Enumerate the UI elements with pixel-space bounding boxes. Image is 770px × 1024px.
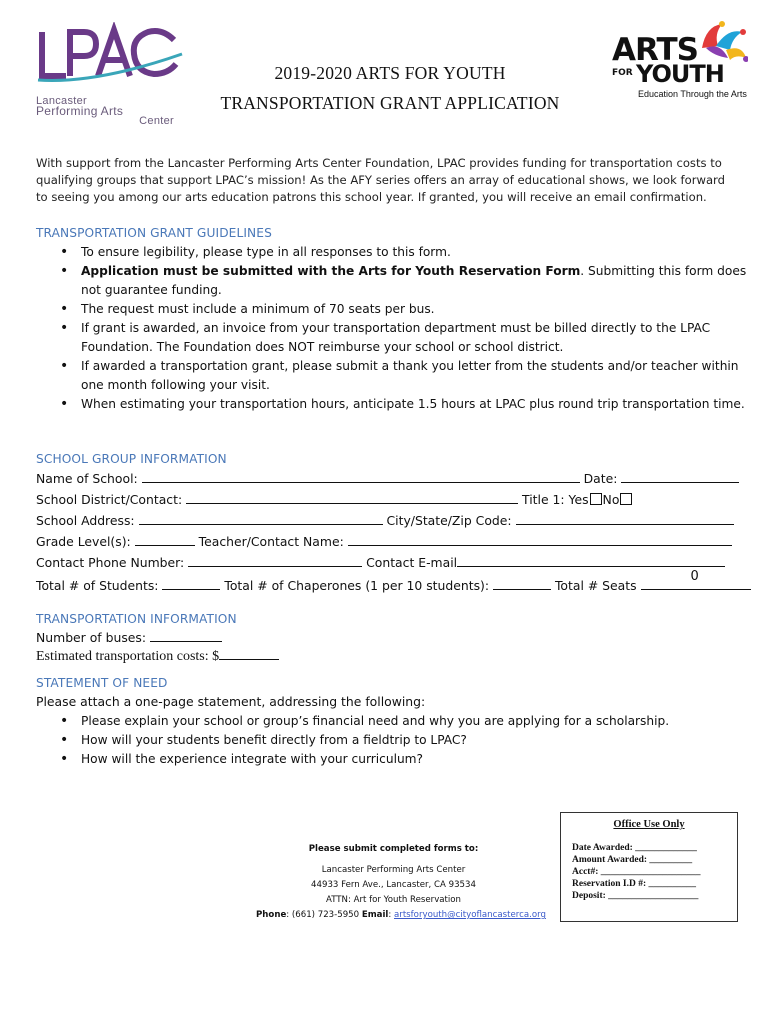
city-label: City/State/Zip Code: [386,513,512,528]
title1-label: Title 1: Yes [522,492,589,507]
lpac-sub-line1: Lancaster [36,95,88,107]
office-use-box [560,812,738,922]
school-name-label: Name of School: [36,471,138,486]
date-field[interactable] [621,470,739,483]
arts-for-youth-logo [610,20,748,104]
afy-arts-text: ARTS [612,32,698,68]
afy-for-text: FOR [612,68,633,78]
school-info-heading: SCHOOL GROUP INFORMATION [36,452,227,466]
intro-paragraph: With support from the Lancaster Performing Arts Center Foundation, LPAC provides funding for transportation costs to qualifying groups that support LPAC’s mission! As the AFY series offers an array of educational shows, we look forward to seeing you among our arts education patrons this school year. If granted, you will receive an email confirmation. [36,156,725,204]
phone-label: Contact Phone Number: [36,555,185,570]
title-line2: TRANSPORTATION GRANT APPLICATION [220,93,560,113]
buses-field[interactable] [150,629,222,642]
title-line1: 2019-2020 ARTS FOR YOUTH [274,63,506,83]
lpac-sub-line3: Center [139,115,174,127]
seats-label: Total # Seats [554,578,637,593]
city-field[interactable] [516,512,734,525]
need-intro: Please attach a one-page statement, addressing the following: [36,694,426,709]
transport-heading: TRANSPORTATION INFORMATION [36,612,237,626]
submit-block [256,842,546,923]
title1-no-label: No [602,492,620,507]
submit-attn: ATTN: Art for Youth Reservation [325,895,462,905]
guideline-item: • Application must be submitted with the Arts for Youth Reservation Form. Submitting this form does not guarantee funding. [36,262,748,300]
grade-label: Grade Level(s): [36,534,131,549]
grade-field[interactable] [135,533,195,546]
lpac-logo-graphic [36,22,184,84]
totals-row [36,569,751,593]
seats-field[interactable] [641,569,751,590]
need-item: • Please explain your school or group’s financial need and why you are applying for a scholarship. [36,712,748,731]
buses-label: Number of buses: [36,630,147,645]
office-reservation-id: Reservation I.D #: __________ [572,879,697,889]
office-acct: Acct#: _____________________ [572,867,701,877]
office-amount-awarded: Amount Awarded: _________ [572,855,693,865]
title1-no-checkbox[interactable] [620,493,632,505]
guideline-item: • To ensure legibility, please type in all responses to this form. [36,243,748,262]
chaperones-label: Total # of Chaperones (1 per 10 students): [224,578,490,593]
afy-tagline: Education Through the Arts [638,89,747,99]
cost-row [36,647,279,665]
submit-address: 44933 Fern Ave., Lancaster, CA 93534 [311,880,476,890]
grade-row [36,533,732,549]
address-row [36,512,734,528]
email-label: Contact E-mail [366,555,458,570]
office-title: Office Use Only [613,819,685,830]
school-name-field[interactable] [142,470,580,483]
guidelines-heading: TRANSPORTATION GRANT GUIDELINES [36,226,272,240]
guideline-item: • When estimating your transportation hours, anticipate 1.5 hours at LPAC plus round trip transportation time. [36,395,748,414]
guideline-item: • If grant is awarded, an invoice from your transportation department must be billed directly to the LPAC Foundation. The Foundation does NOT reimburse your school or school district. [36,319,748,357]
phone-field[interactable] [188,554,362,567]
teacher-field[interactable] [348,533,732,546]
date-label: Date: [583,471,618,486]
submit-contact: Phone: (661) 723-5950 Email: artsforyouth@cityoflancasterca.org [256,910,546,920]
need-item: • How will your students benefit directly from a fieldtrip to LPAC? [36,731,748,750]
submit-org: Lancaster Performing Arts Center [321,865,466,875]
district-label: School District/Contact: [36,492,183,507]
need-heading: STATEMENT OF NEED [36,676,168,690]
district-field[interactable] [186,491,518,504]
buses-row [36,629,222,645]
email-link[interactable]: artsforyouth@cityoflancasterca.org [394,910,546,920]
submit-heading: Please submit completed forms to: [308,844,479,854]
chaperones-field[interactable] [493,577,551,590]
teacher-label: Teacher/Contact Name: [198,534,344,549]
address-field[interactable] [139,512,383,525]
guidelines-list [36,243,748,414]
district-row [36,491,633,507]
guideline-item: • The request must include a minimum of 70 seats per bus. [36,300,748,319]
seats-value: 0 [690,569,699,584]
school-name-row [36,470,739,486]
need-list [36,712,748,769]
title1-yes-checkbox[interactable] [590,493,602,505]
lpac-logo [36,22,184,127]
students-label: Total # of Students: [36,578,159,593]
students-field[interactable] [162,577,220,590]
afy-youth-text: YOUTH [636,60,724,88]
need-item: • How will the experience integrate with your curriculum? [36,750,748,769]
cost-field[interactable] [219,647,279,660]
office-deposit: Deposit: ___________________ [572,891,699,901]
phone-row [36,554,725,570]
guideline-item: • If awarded a transportation grant, please submit a thank you letter from the students and/or teacher within one month following your visit. [36,357,748,395]
cost-label: Estimated transportation costs: $ [36,649,220,664]
address-label: School Address: [36,513,135,528]
office-date-awarded: Date Awarded: _____________ [572,843,697,853]
email-field[interactable] [457,554,725,567]
lpac-sub-line2: Performing Arts [36,104,124,118]
